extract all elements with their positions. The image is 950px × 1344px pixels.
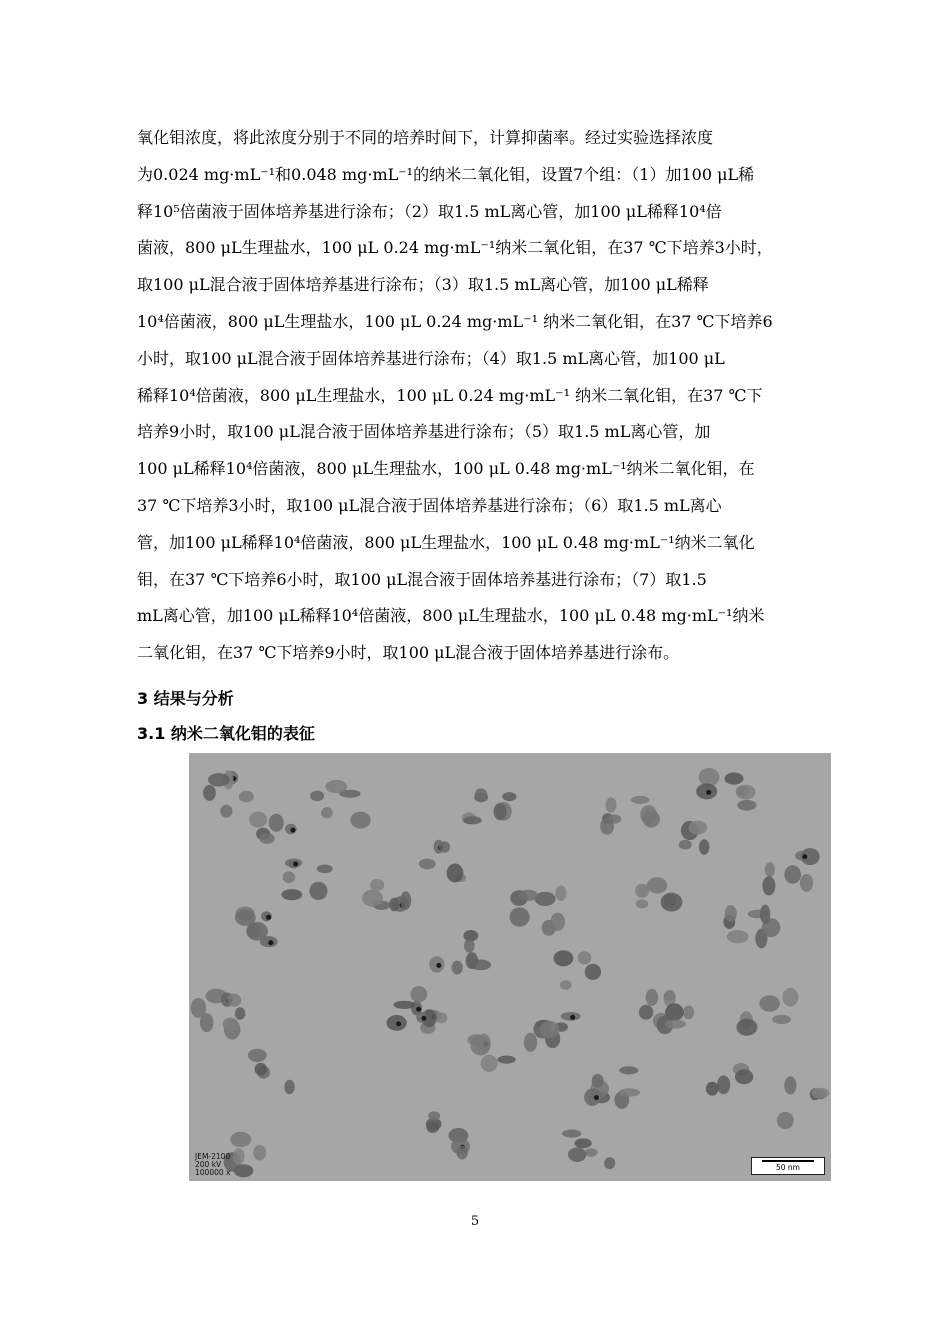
nanoparticle [679,840,692,850]
nanoparticle [699,839,709,854]
nanoparticle [619,1088,640,1096]
paragraph-line: 为0.024 mg·mL⁻¹和0.048 mg·mL⁻¹的纳米二氧化钼，设置7个组：（1）加100 μL稀 [137,164,755,184]
nanoparticle [253,1145,266,1161]
section-heading: 3 结果与分析 [137,689,234,708]
dense-particle-spot [594,1095,599,1100]
nanoparticle [717,1075,730,1094]
nanoparticle [259,833,275,844]
nanoparticle [606,797,617,812]
nanoparticle [452,961,463,975]
nanoparticle [471,1036,491,1056]
nanoparticle [782,988,798,1007]
nanoparticle [784,865,801,884]
nanoparticle [233,1148,245,1165]
nanoparticle [699,768,720,786]
paragraph-line: 取100 μL混合液于固体培养基进行涂布；（3）取1.5 mL离心管，加100 μL稀释 [137,275,709,295]
nanoparticle [735,1069,753,1084]
nanoparticle [640,805,657,824]
nanoparticle [284,1080,294,1094]
nanoparticle [481,1055,498,1072]
nanoparticle [283,871,296,883]
nanoparticle [325,780,347,793]
nanoparticle [310,791,324,802]
nanoparticle [535,892,556,906]
dense-particle-spot [293,862,298,867]
dense-particle-spot [422,1016,427,1021]
nanoparticle [800,874,813,892]
instrument-voltage: 200 kV [195,1160,222,1169]
nanoparticle [600,818,614,835]
nanoparticle [519,890,538,901]
nanoparticle [636,899,649,908]
nanoparticle [497,1056,515,1064]
paragraph-line: 培养9小时，取100 μL混合液于固体培养基进行涂布；（5）取1.5 mL离心管，加 [137,422,711,442]
nanoparticle [584,1148,597,1157]
nanoparticle [502,792,516,801]
subsection-heading: 3.1 纳米二氧化钼的表征 [137,724,315,743]
nanoparticle [269,814,284,832]
nanoparticle [727,930,749,943]
nanoparticle [457,1146,468,1160]
nanoparticle [389,898,400,912]
nanoparticle [665,1020,686,1029]
nanoparticle-texture [189,753,831,1181]
page-number: 5 [470,1214,480,1229]
instrument-label [195,1153,230,1177]
nanoparticle [419,859,436,870]
nanoparticle [560,980,572,989]
nanoparticle [619,1066,638,1074]
instrument-model: JEM-2100 [195,1152,231,1161]
nanoparticle [562,1130,581,1138]
nanoparticle [592,1074,604,1088]
nanoparticle [463,816,481,824]
nanoparticle [223,1018,239,1031]
instrument-magnification: 100000 x [195,1168,231,1177]
nanoparticle [470,960,491,971]
nanoparticle [585,964,601,980]
nanoparticle [317,865,333,874]
nanoparticle [220,805,232,818]
nanoparticle [574,1138,591,1148]
nanoparticle [428,1111,440,1120]
nanoparticle [464,939,474,953]
paragraph-line: 100 μL稀释10⁴倍菌液，800 μL生理盐水，100 μL 0.48 mg·mL⁻¹纳米二氧化钼，在 [137,459,755,479]
nanoparticle [393,1001,415,1009]
nanoparticle [555,885,566,901]
nanoparticle [227,994,241,1007]
nanoparticle [474,793,488,802]
nanoparticle [550,913,565,931]
nanoparticle [759,995,780,1012]
dense-particle-spot [396,1021,401,1026]
nanoparticle [646,989,658,1006]
paragraph-line: 管，加100 μL稀释10⁴倍菌液，800 μL生理盐水，100 μL 0.48 mg·mL⁻¹纳米二氧化 [137,532,755,552]
nanoparticle [765,862,775,877]
nanoparticle [777,1112,794,1129]
nanoparticle [230,1132,251,1147]
tem-micrograph [189,753,831,1181]
dense-particle-spot [436,963,441,968]
dense-particle-spot [290,828,295,833]
scale-bar-label: 50 nm [776,1163,800,1172]
nanoparticle [524,1033,537,1052]
paragraph-line: 二氧化钼，在37 ℃下培养9小时，取100 μL混合液于固体培养基进行涂布。 [137,643,680,663]
nanoparticle [510,907,530,926]
nanoparticle [370,879,384,891]
nanoparticle [439,841,450,853]
nanoparticle [447,864,464,883]
nanoparticle [540,1021,560,1038]
nanoparticle [635,884,649,898]
nanoparticle [725,773,744,785]
nanoparticle [736,1019,757,1036]
methods-paragraph [137,120,837,672]
paragraph-line: 小时，取100 μL混合液于固体培养基进行涂布；（4）取1.5 mL离心管，加100 μL [137,348,725,368]
nanoparticle [208,773,230,786]
nanoparticle [647,877,668,893]
paragraph-line: 氧化钼浓度，将此浓度分别于不同的培养时间下，计算抑菌率。经过实验选择浓度 [137,128,714,147]
nanoparticle [631,796,650,804]
dense-particle-spot [268,940,273,945]
nanoparticle [249,812,267,828]
nanoparticle [350,812,370,829]
nanoparticle [200,1013,214,1032]
nanoparticle [310,882,328,900]
nanoparticle [554,950,574,966]
nanoparticle [568,1147,586,1162]
nanoparticle [736,785,756,800]
nanoparticle [639,1005,653,1020]
nanoparticle [784,1076,796,1094]
dense-particle-spot [570,1015,575,1020]
nanoparticle [772,1015,791,1024]
nanoparticle [762,876,775,895]
nanoparticle [235,1007,245,1020]
dense-particle-spot [266,915,271,920]
nanoparticle [248,1049,267,1062]
nanoparticle [203,785,216,801]
nanoparticle [246,922,268,941]
scale-bar-line [762,1160,814,1162]
nanoparticle [737,800,756,811]
nanoparticle [683,1006,694,1020]
dense-particle-spot [706,790,711,795]
nanoparticle [255,1063,268,1076]
nanoparticle [400,891,411,910]
nanoparticle [494,803,507,820]
nanoparticle [706,1082,719,1096]
paragraph-line: 37 ℃下培养3小时，取100 μL混合液于固体培养基进行涂布；（6）取1.5 mL离心 [137,495,722,515]
paragraph-line: 10⁴倍菌液，800 μL生理盐水，100 μL 0.24 mg·mL⁻¹ 纳米二氧化钼，在37 ℃下培养6 [137,311,773,331]
paragraph-line: 钼，在37 ℃下培养6小时，取100 μL混合液于固体培养基进行涂布；（7）取1.5 [137,569,707,589]
nanoparticle [578,951,592,964]
paragraph-line: 释10⁵倍菌液于固体培养基进行涂布；（2）取1.5 mL离心管，加100 μL稀释10⁴倍 [137,201,722,221]
nanoparticle [760,905,770,924]
nanoparticle [812,1088,830,1099]
nanoparticle [604,1157,615,1169]
nanoparticle [688,821,707,835]
nanoparticle [725,905,737,922]
nanoparticle [281,889,302,900]
scale-bar [751,1157,825,1175]
paragraph-line: mL离心管，加100 μL稀释10⁴倍菌液，800 μL生理盐水，100 μL 0.48 mg·mL⁻¹纳米 [137,606,765,626]
dense-particle-spot [416,1007,421,1012]
nanoparticle [239,791,254,802]
paragraph-line: 菌液，800 μL生理盐水，100 μL 0.24 mg·mL⁻¹纳米二氧化钼，在37 ℃下培养3小时， [137,238,773,258]
nanoparticle [321,807,333,818]
dense-particle-spot [802,854,807,859]
paragraph-line: 稀释10⁴倍菌液，800 μL生理盐水，100 μL 0.24 mg·mL⁻¹ 纳米二氧化钼，在37 ℃下 [137,385,763,405]
nanoparticle [362,890,383,907]
nanoparticle [661,893,683,912]
nanoparticle [410,986,427,1002]
